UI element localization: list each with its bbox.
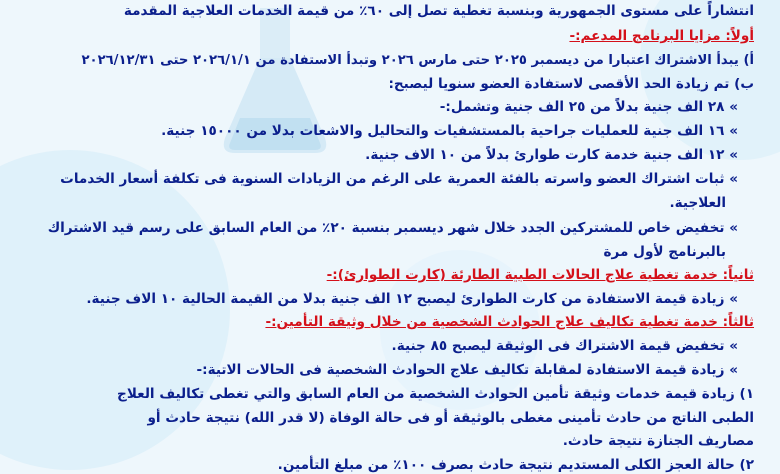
list-item: » ١٦ الف جنية للعمليات جراحية بالمستشفيات والتحاليل والاشعات بدلا من ١٥٠٠٠ جنية. — [161, 123, 738, 139]
section-heading-emergency-card: ثانياً: خدمة تغطية علاج الحالات الطبية الطارئة (كارت الطوارئ):- — [326, 267, 754, 283]
list-item: » ثبات اشتراك العضو واسرته بالفئة العمرية على الرغم من الزيادات السنوية فى تكلفة أسعار الخدمات — [60, 171, 738, 187]
list-item: » ١٢ الف جنية خدمة كارت طوارئ بدلاً من ١٠ الاف جنية. — [365, 147, 738, 163]
numbered-item-continuation: مصاريف الجنازة نتيجة حادث. — [562, 433, 754, 449]
section-heading-accident-insurance: ثالثاً: خدمة تغطية تكاليف علاج الحوادث الشخصية من خلال وثيقة التأمين:- — [265, 314, 754, 330]
numbered-item-continuation: الطبى الناتج من حادث تأمينى مغطى بالوثيقة أو فى حالة الوفاة (لا قدر الله) نتيجة حادث أو — [147, 410, 754, 426]
numbered-item: ١) زيادة قيمة خدمات وثيقة تأمين الحوادث الشخصية من العام السابق والتي تغطى تكاليف العلاج — [117, 386, 754, 402]
numbered-item: ٢) حالة العجز الكلى المستديم نتيجة حادث بصرف ١٠٠٪ من مبلغ التأمين. — [277, 457, 754, 473]
list-item: » ٢٨ الف جنية بدلاً من ٢٥ الف جنية وتشمل:- — [439, 99, 738, 115]
text-line: ب) تم زيادة الحد الأقصى لاستفادة العضو سنويا ليصبح: — [388, 76, 754, 92]
list-item-continuation: العلاجية. — [669, 195, 726, 211]
text-line: أ) يبدأ الاشتراك اعتبارا من ديسمبر ٢٠٢٥ حتى مارس ٢٠٢٦ وتبدأ الاستفادة من ٢٠٢٦/١/١ حتى ٢٠٢٦/١٢/٣١ — [81, 53, 754, 68]
list-item: » زيادة قيمة الاستفادة لمقابلة تكاليف علاج الحوادث الشخصية فى الحالات الاتية:- — [196, 362, 738, 378]
list-item-continuation: بالبرنامج لأول مرة — [603, 244, 726, 260]
list-item: » زيادة قيمة الاستفادة من كارت الطوارئ ليصبح ١٢ الف جنية بدلا من القيمة الحالية ١٠ الاف جنية. — [86, 291, 738, 307]
intro-line: انتشاراً على مستوى الجمهورية وبنسبة تغطية تصل إلى ٦٠٪ من قيمة الخدمات العلاجية المقدمة — [123, 3, 754, 19]
list-item: » تخفيض خاص للمشتركين الجدد خلال شهر ديسمبر بنسبة ٢٠٪ من العام السابق على رسم قيد الاشتراك — [47, 220, 738, 236]
section-heading-benefits: أولاً: مزايا البرنامج المدعم:- — [569, 28, 754, 44]
list-item: » تخفيض قيمة الاشتراك فى الوثيقة ليصبح ٨٥ جنية. — [391, 338, 738, 354]
